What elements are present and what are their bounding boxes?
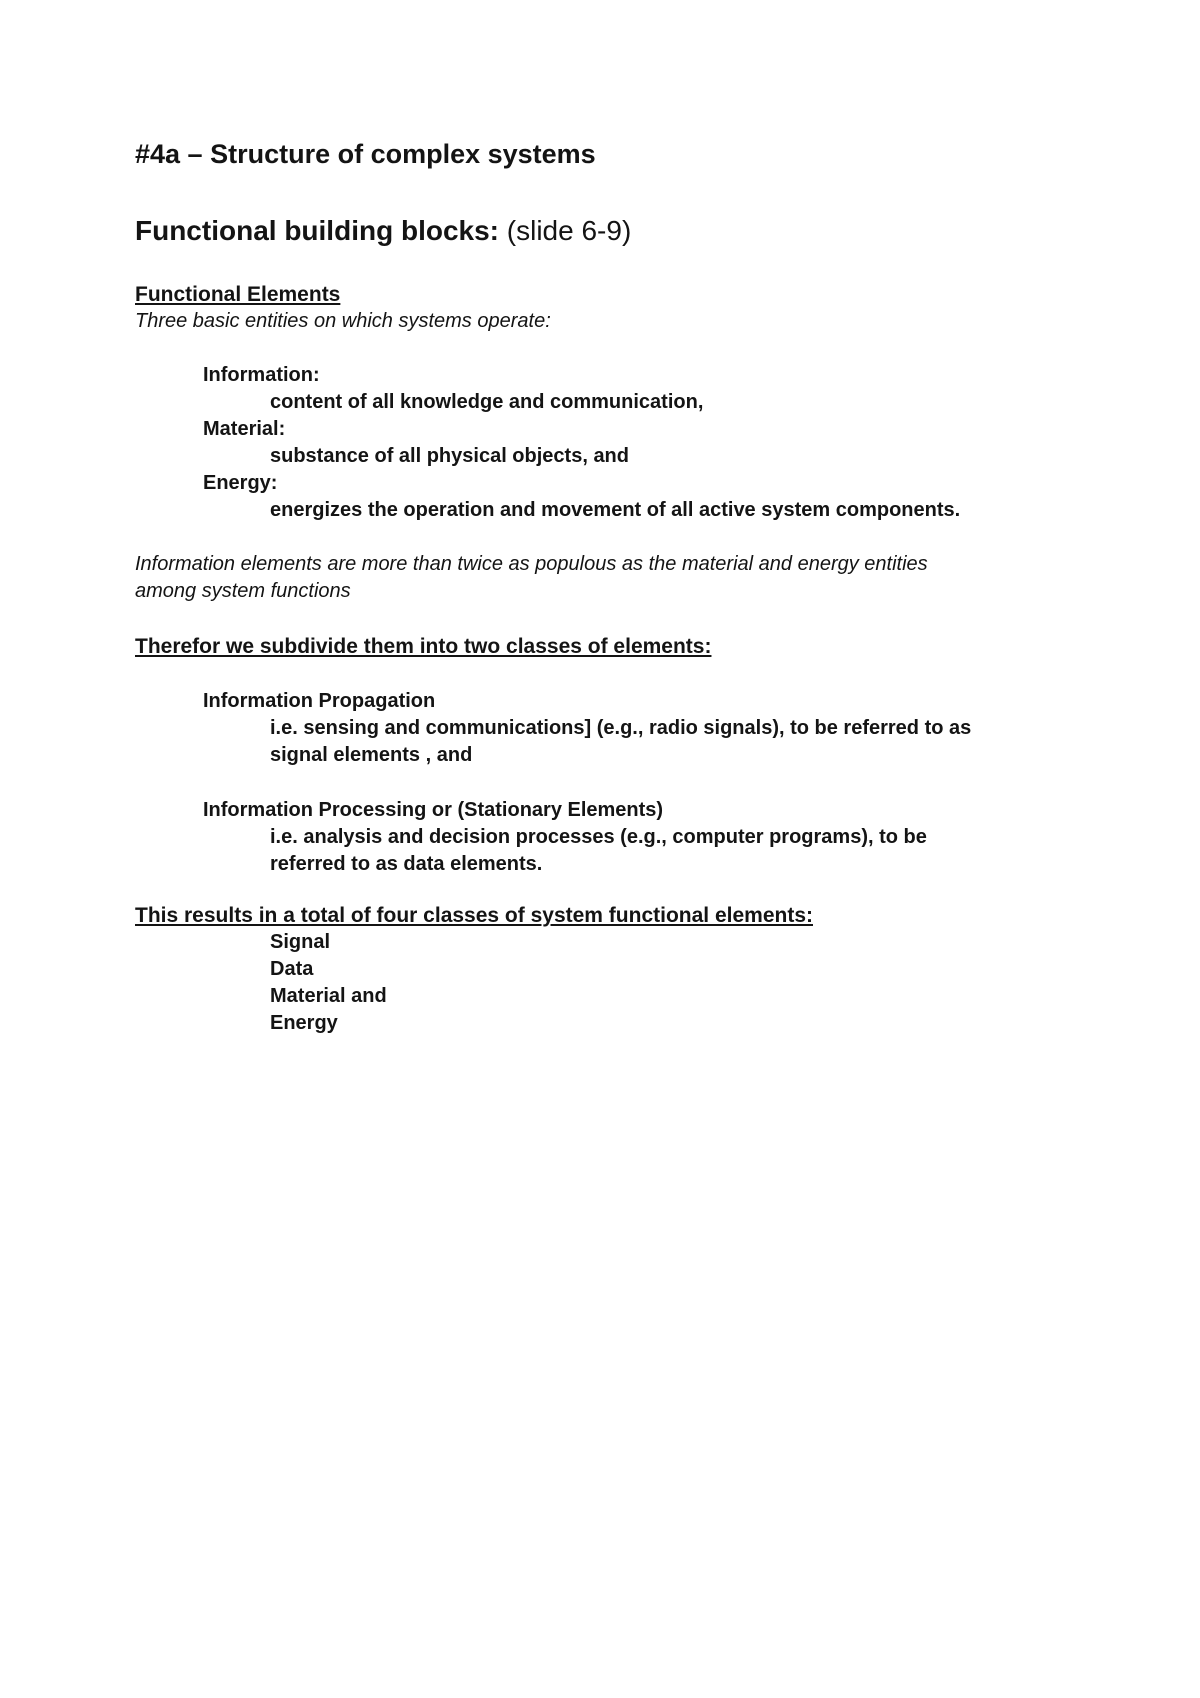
subdivision-heading: Therefor we subdivide them into two classes of elements:: [135, 634, 712, 658]
term-information: Information:: [203, 363, 320, 386]
result-item-energy: Energy: [270, 1011, 338, 1034]
result-item-data: Data: [270, 957, 314, 980]
section-heading-suffix: (slide 6-9): [499, 215, 632, 247]
result-heading: This results in a total of four classes of system functional elements:: [135, 903, 813, 927]
desc-information-propagation: i.e. sensing and communications] (e.g., radio signals), to be referred to as signal elements , and: [270, 716, 972, 766]
term-information-processing: Information Processing or (Stationary Elements): [203, 798, 664, 821]
population-note: Information elements are more than twice as populous as the material and energy entities among system functions: [135, 552, 928, 602]
desc-information-processing: i.e. analysis and decision processes (e.g., computer programs), to be referred to as data elements.: [270, 825, 927, 875]
desc-information: content of all knowledge and communication,: [270, 390, 704, 413]
functional-elements-list: [135, 362, 990, 524]
term-information-propagation: Information Propagation: [203, 689, 436, 712]
term-material: Material:: [203, 417, 286, 440]
desc-material: substance of all physical objects, and: [270, 444, 629, 467]
term-energy: Energy:: [203, 471, 278, 494]
subdivision-list: [135, 688, 990, 878]
result-item-material: Material and: [270, 984, 387, 1007]
section-heading-bold: Functional building blocks:: [135, 215, 499, 247]
result-item-signal: Signal: [270, 930, 331, 953]
section-heading: [135, 214, 990, 248]
page-title: #4a – Structure of complex systems: [135, 139, 596, 169]
functional-elements-intro: Three basic entities on which systems operate:: [135, 309, 551, 332]
functional-elements-heading: Functional Elements: [135, 282, 341, 306]
desc-energy: energizes the operation and movement of all active system components.: [270, 498, 961, 521]
result-list: [135, 929, 990, 1037]
